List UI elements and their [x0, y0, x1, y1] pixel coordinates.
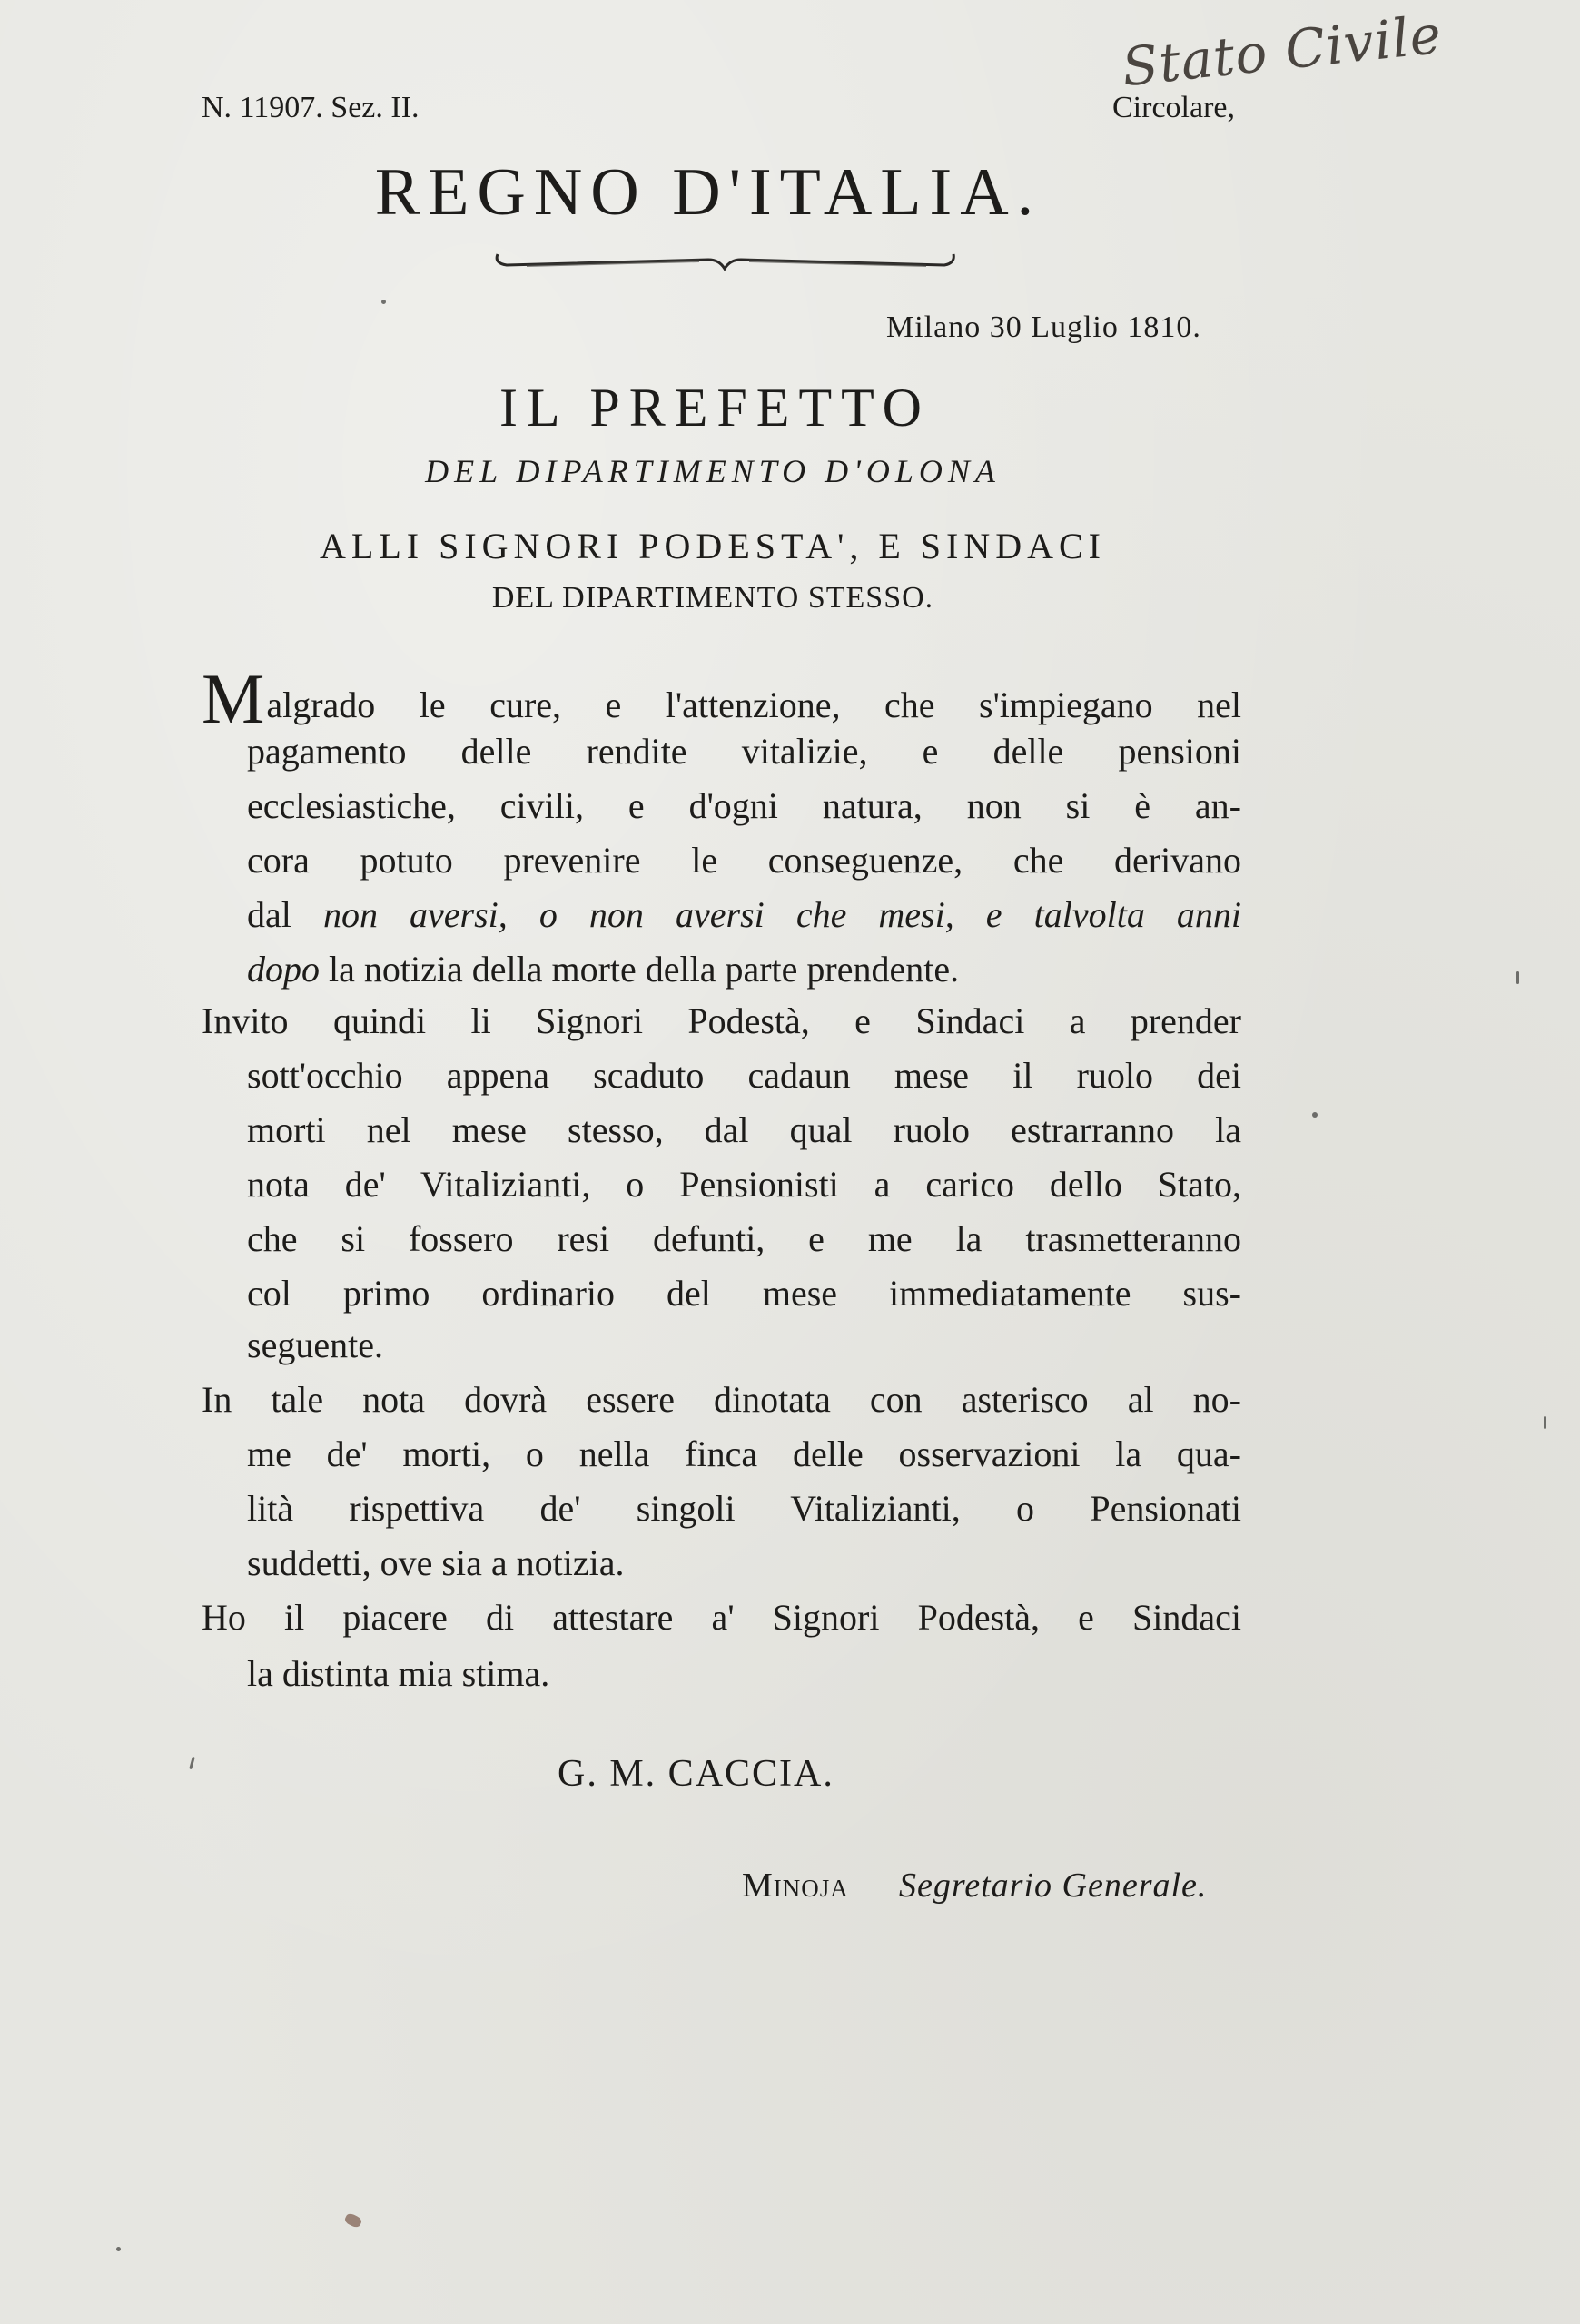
paper-speck	[1312, 1112, 1318, 1118]
body-text: algrado le cure, e l'attenzione, che s'impiegano nel	[266, 684, 1241, 725]
body-line: cora potuto prevenire le conseguenze, che derivano	[247, 840, 1241, 881]
body-line: morti nel mese stesso, dal qual ruolo estrarranno la	[247, 1109, 1241, 1150]
body-line: la distinta mia stima.	[247, 1653, 550, 1694]
body-line: me de' morti, o nella finca delle osservazioni la qua-	[247, 1433, 1241, 1474]
paper-speck	[343, 2212, 362, 2229]
paper-speck	[1516, 971, 1519, 984]
addressee-line-1: ALLI SIGNORI PODESTA', E SINDACI	[320, 526, 1106, 566]
italic-text: non aversi, o non aversi che mesi, e talvolta anni	[322, 894, 1241, 935]
body-line: pagamento delle rendite vitalizie, e delle pensioni	[247, 731, 1241, 772]
body-line: nota de' Vitalizianti, o Pensionisti a carico dello Stato,	[247, 1164, 1241, 1205]
body-line: suddetti, ove sia a notizia.	[247, 1542, 625, 1583]
body-line: Ho il piacere di attestare a' Signori Podestà, e Sindaci	[202, 1597, 1241, 1638]
secretary-name: Minoja	[742, 1866, 849, 1905]
ornamental-divider	[490, 247, 963, 274]
body-text: la notizia della morte della parte prendente.	[329, 949, 960, 990]
body-line: In tale nota dovrà essere dinotata con asterisco al no-	[202, 1379, 1241, 1420]
paper-speck	[1544, 1416, 1546, 1429]
body-line	[247, 893, 1241, 937]
body-line	[202, 659, 1241, 738]
handwritten-note: Stato Civile	[1119, 3, 1445, 99]
protocol-number: N. 11907. Sez. II.	[202, 91, 420, 124]
secretary-title: Segretario Generale.	[899, 1866, 1208, 1905]
issuer-department: DEL DIPARTIMENTO D'OLONA	[425, 453, 1001, 489]
paper-speck	[381, 300, 386, 304]
body-line: Invito quindi li Signori Podestà, e Sindaci a prender	[202, 1000, 1241, 1041]
body-line: sott'occhio appena scaduto cadaun mese il ruolo dei	[247, 1055, 1241, 1096]
document-type: Circolare,	[1112, 91, 1235, 124]
kingdom-heading: REGNO D'ITALIA.	[374, 155, 1042, 230]
italic-text: dopo	[247, 949, 320, 990]
body-line: che si fossero resi defunti, e me la trasmetteranno	[247, 1218, 1241, 1259]
paper-speck	[189, 1757, 195, 1769]
addressee-line-2: DEL DIPARTIMENTO STESSO.	[491, 581, 934, 615]
signature-name: G. M. CACCIA.	[558, 1753, 834, 1795]
body-text: dal	[247, 894, 291, 935]
issuer-title: IL PREFETTO	[499, 378, 931, 438]
body-line: col primo ordinario del mese immediatamente sus-	[247, 1273, 1241, 1314]
drop-cap: M	[202, 659, 265, 738]
body-line: ecclesiastiche, civili, e d'ogni natura, non si è an-	[247, 785, 1241, 826]
body-line	[247, 948, 1241, 991]
body-line: seguente.	[247, 1324, 383, 1365]
place-date: Milano 30 Luglio 1810.	[886, 310, 1201, 344]
paper-speck	[116, 2247, 121, 2251]
body-line: lità rispettiva de' singoli Vitalizianti, o Pensionati	[247, 1488, 1241, 1529]
